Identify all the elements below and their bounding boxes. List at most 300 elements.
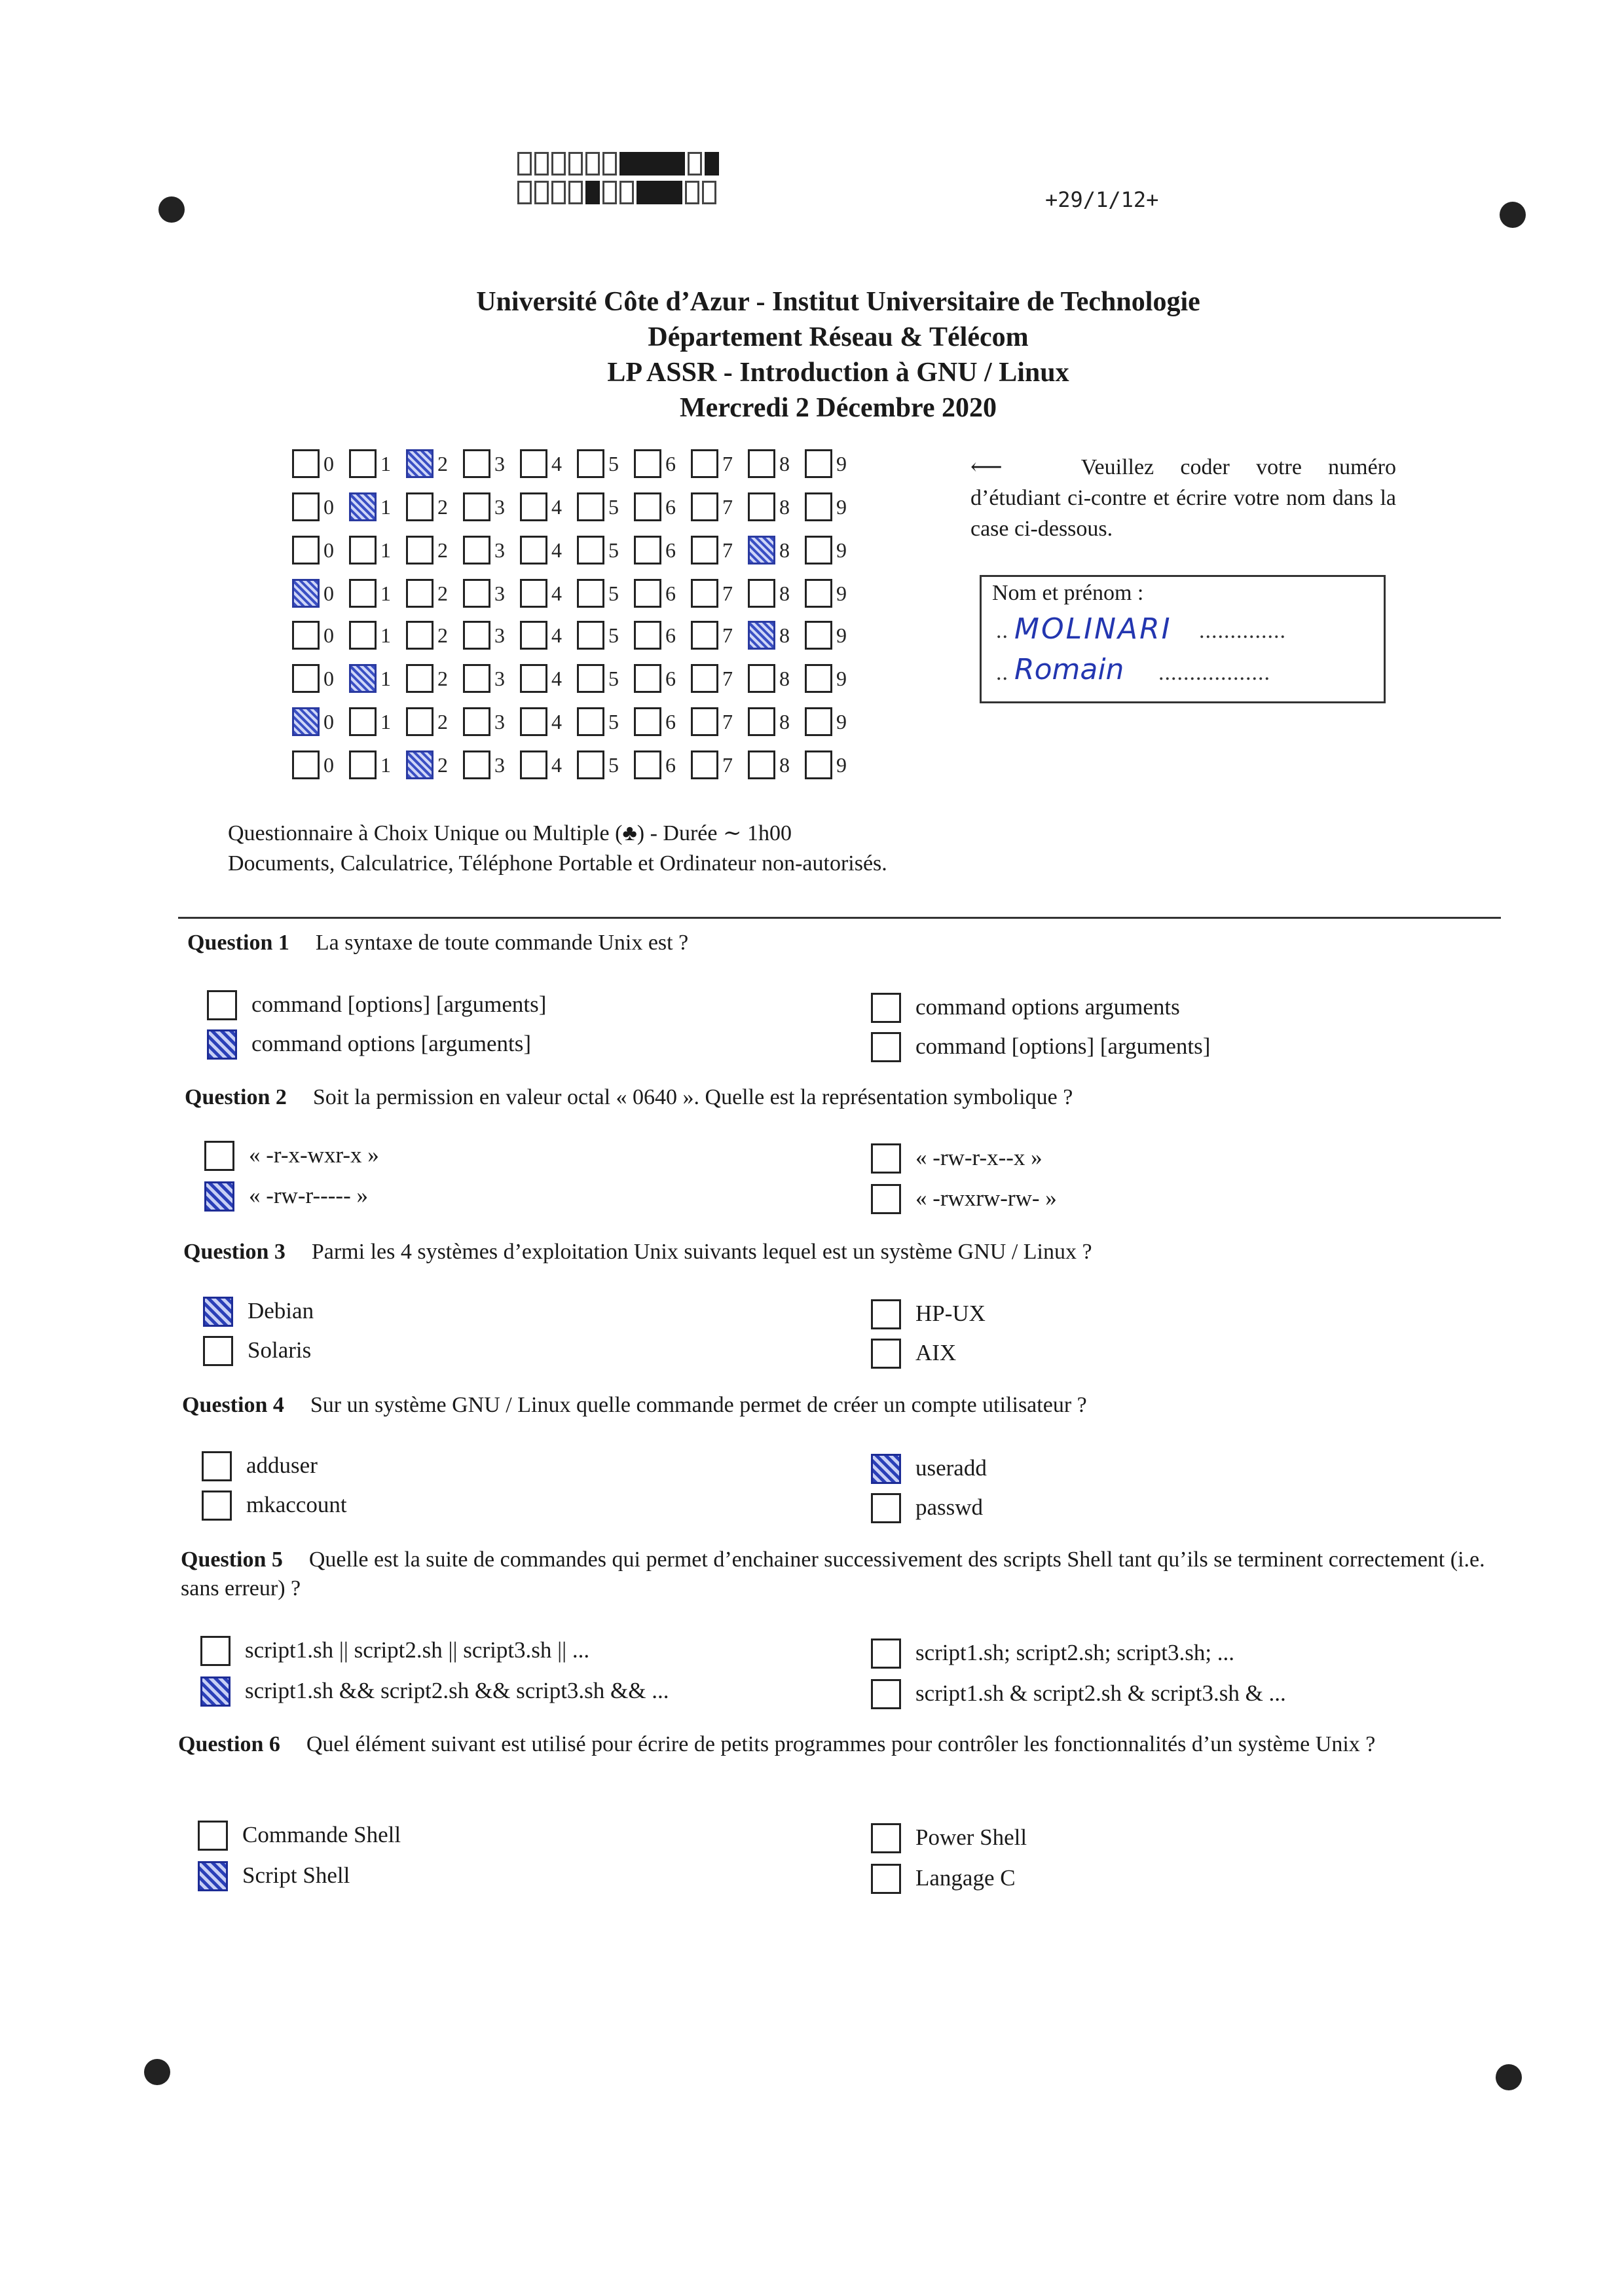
- answer-label: « -rwxrw-rw- »: [915, 1185, 1057, 1211]
- digit-checkbox-marked[interactable]: [349, 492, 377, 521]
- digit-cell: [577, 749, 634, 782]
- digit-checkbox[interactable]: [577, 664, 604, 693]
- digit-label: 1: [380, 753, 391, 777]
- digit-cell: [805, 663, 862, 695]
- digit-cell: [520, 620, 577, 652]
- question-text: Parmi les 4 systèmes d’exploitation Unix suivants lequel est un système GNU / Linux ?: [311, 1240, 1092, 1264]
- answer-checkbox-marked[interactable]: [207, 1029, 237, 1060]
- digit-checkbox[interactable]: [805, 449, 832, 478]
- digit-checkbox[interactable]: [577, 449, 604, 478]
- digit-label: 6: [665, 753, 676, 777]
- question-number: Question 2: [185, 1085, 287, 1109]
- digit-label: 2: [437, 667, 448, 690]
- digit-cell: [634, 491, 691, 524]
- digit-cell: [577, 663, 634, 695]
- digit-label: 1: [380, 452, 391, 475]
- digit-cell: [406, 663, 463, 695]
- answer-label: « -rw-r----- »: [249, 1183, 368, 1208]
- digit-label: 3: [494, 452, 505, 475]
- digit-cell: [577, 448, 634, 481]
- answer-checkbox[interactable]: [871, 1493, 901, 1523]
- answer-label: AIX: [915, 1340, 957, 1365]
- digit-checkbox-marked[interactable]: [349, 664, 377, 693]
- digit-checkbox[interactable]: [748, 664, 775, 693]
- answer-checkbox-marked[interactable]: [200, 1676, 231, 1707]
- digit-label: 9: [836, 753, 847, 777]
- digit-label: 5: [608, 710, 619, 733]
- digit-cell: [292, 448, 349, 481]
- digit-checkbox[interactable]: [805, 707, 832, 736]
- digit-cell: [691, 706, 748, 739]
- digit-cell: [748, 578, 805, 610]
- digit-checkbox[interactable]: [463, 750, 490, 779]
- digit-cell: [349, 491, 406, 524]
- answer-checkbox[interactable]: [871, 1864, 901, 1894]
- name-dots-line-2-tail: ..................: [1158, 661, 1270, 685]
- registration-mark-bottom-left: [144, 2059, 170, 2085]
- digit-label: 4: [551, 667, 562, 690]
- answer-label: passwd: [915, 1494, 984, 1520]
- digit-cell: [577, 706, 634, 739]
- digit-cell: [805, 706, 862, 739]
- answer-checkbox[interactable]: [871, 1143, 901, 1174]
- digit-checkbox[interactable]: [691, 750, 718, 779]
- digit-checkbox[interactable]: [406, 664, 434, 693]
- digit-label: 4: [551, 623, 562, 647]
- digit-checkbox[interactable]: [805, 750, 832, 779]
- digit-label: 9: [836, 452, 847, 475]
- digit-checkbox[interactable]: [634, 750, 661, 779]
- name-dots-line-2: ..: [996, 661, 1008, 685]
- digit-checkbox[interactable]: [520, 536, 547, 565]
- digit-cell: [406, 749, 463, 782]
- instructions-text: Veuillez coder votre numéro d’étudiant ci-contre et écrire votre nom dans la case ci-dessous.: [970, 455, 1396, 541]
- digit-label: 5: [608, 495, 619, 519]
- question-number: Question 3: [183, 1240, 286, 1264]
- digit-cell: [520, 578, 577, 610]
- name-dots-line-1-tail: ..............: [1199, 619, 1286, 643]
- digit-checkbox-marked[interactable]: [748, 621, 775, 650]
- title-department: Département Réseau & Télécom: [648, 322, 1029, 352]
- digit-label: 3: [494, 667, 505, 690]
- answer-label: command options arguments: [915, 994, 1180, 1020]
- digit-cell: [634, 448, 691, 481]
- question-6-header: [178, 1730, 1488, 1759]
- digit-cell: [634, 706, 691, 739]
- digit-label: 6: [665, 538, 676, 562]
- digit-cell: [805, 491, 862, 524]
- digit-cell: [349, 534, 406, 567]
- digit-cell: [691, 663, 748, 695]
- digit-cell: [463, 706, 520, 739]
- digit-label: 0: [323, 623, 334, 647]
- digit-cell: [406, 534, 463, 567]
- answer-label: script1.sh && script2.sh && script3.sh && ...: [245, 1678, 669, 1703]
- digit-checkbox[interactable]: [634, 492, 661, 521]
- digit-label: 1: [380, 538, 391, 562]
- digit-cell: [691, 534, 748, 567]
- digit-label: 2: [437, 710, 448, 733]
- digit-checkbox[interactable]: [349, 579, 377, 608]
- answer-checkbox[interactable]: [871, 1679, 901, 1709]
- digit-cell: [748, 534, 805, 567]
- digit-label: 7: [722, 667, 733, 690]
- answer-checkbox[interactable]: [203, 1336, 233, 1366]
- digit-cell: [634, 578, 691, 610]
- digit-cell: [463, 578, 520, 610]
- question-3-header: [183, 1238, 1493, 1267]
- digit-checkbox[interactable]: [748, 492, 775, 521]
- digit-checkbox[interactable]: [292, 621, 320, 650]
- digit-cell: [463, 749, 520, 782]
- digit-label: 1: [380, 582, 391, 605]
- digit-checkbox[interactable]: [748, 579, 775, 608]
- digit-cell: [691, 448, 748, 481]
- digit-cell: [748, 706, 805, 739]
- digit-cell: [292, 749, 349, 782]
- digit-label: 8: [779, 710, 790, 733]
- digit-label: 6: [665, 495, 676, 519]
- digit-checkbox[interactable]: [691, 536, 718, 565]
- digit-label: 8: [779, 495, 790, 519]
- digit-label: 1: [380, 623, 391, 647]
- title-university: Université Côte d’Azur - Institut Universitaire de Technologie: [476, 287, 1200, 317]
- answer-checkbox[interactable]: [871, 1184, 901, 1214]
- digit-cell: [463, 620, 520, 652]
- digit-checkbox[interactable]: [463, 579, 490, 608]
- digit-label: 6: [665, 582, 676, 605]
- digit-cell: [691, 578, 748, 610]
- digit-checkbox[interactable]: [634, 579, 661, 608]
- digit-checkbox[interactable]: [520, 579, 547, 608]
- digit-label: 3: [494, 710, 505, 733]
- digit-checkbox[interactable]: [520, 707, 547, 736]
- registration-mark-top-right: [1500, 202, 1526, 228]
- answer-label: script1.sh; script2.sh; script3.sh; ...: [915, 1640, 1235, 1665]
- question-number: Question 4: [182, 1393, 284, 1417]
- answer-checkbox[interactable]: [871, 1823, 901, 1853]
- digit-checkbox[interactable]: [634, 664, 661, 693]
- digit-checkbox[interactable]: [463, 621, 490, 650]
- digit-checkbox[interactable]: [805, 492, 832, 521]
- digit-checkbox[interactable]: [463, 449, 490, 478]
- digit-label: 6: [665, 667, 676, 690]
- digit-label: 4: [551, 582, 562, 605]
- question-text: Quel élément suivant est utilisé pour écrire de petits programmes pour contrôler les fonctionnalités d’un système Unix ?: [306, 1732, 1376, 1756]
- question-4-header: [182, 1391, 1492, 1420]
- digit-cell: [463, 448, 520, 481]
- digit-cell: [406, 706, 463, 739]
- answer-checkbox[interactable]: [198, 1821, 228, 1851]
- digit-checkbox[interactable]: [406, 536, 434, 565]
- digit-label: 0: [323, 452, 334, 475]
- answer-label: HP-UX: [915, 1301, 986, 1326]
- digit-checkbox[interactable]: [691, 707, 718, 736]
- digit-cell: [634, 663, 691, 695]
- digit-label: 9: [836, 623, 847, 647]
- digit-cell: [349, 663, 406, 695]
- question-text: Sur un système GNU / Linux quelle commande permet de créer un compte utilisateur ?: [310, 1393, 1087, 1417]
- digit-label: 0: [323, 753, 334, 777]
- digit-checkbox[interactable]: [805, 536, 832, 565]
- digit-checkbox[interactable]: [577, 621, 604, 650]
- digit-label: 6: [665, 710, 676, 733]
- answer-checkbox[interactable]: [202, 1491, 232, 1521]
- digit-checkbox[interactable]: [406, 707, 434, 736]
- digit-checkbox[interactable]: [349, 707, 377, 736]
- digit-label: 2: [437, 753, 448, 777]
- barcode-bottom: [517, 181, 719, 204]
- answer-label: command options [arguments]: [251, 1031, 532, 1056]
- digit-label: 4: [551, 753, 562, 777]
- answer-checkbox-marked[interactable]: [204, 1181, 234, 1212]
- digit-cell: [463, 534, 520, 567]
- digit-checkbox[interactable]: [691, 492, 718, 521]
- digit-checkbox[interactable]: [463, 707, 490, 736]
- digit-checkbox[interactable]: [634, 449, 661, 478]
- digit-cell: [805, 448, 862, 481]
- digit-cell: [463, 491, 520, 524]
- digit-label: 8: [779, 623, 790, 647]
- digit-cell: [691, 491, 748, 524]
- digit-cell: [406, 448, 463, 481]
- student-instructions: [970, 452, 1396, 544]
- digit-cell: [406, 491, 463, 524]
- digit-label: 3: [494, 495, 505, 519]
- answer-label: Debian: [248, 1298, 314, 1324]
- digit-checkbox[interactable]: [577, 750, 604, 779]
- digit-label: 0: [323, 582, 334, 605]
- digit-label: 4: [551, 538, 562, 562]
- digit-label: 8: [779, 753, 790, 777]
- question-1-header: [187, 929, 1497, 957]
- answer-label: script1.sh & script2.sh & script3.sh & ...: [915, 1680, 1286, 1706]
- digit-label: 7: [722, 623, 733, 647]
- digit-cell: [748, 448, 805, 481]
- digit-cell: [520, 491, 577, 524]
- question-number: Question 6: [178, 1732, 280, 1756]
- answer-checkbox[interactable]: [207, 990, 237, 1020]
- digit-label: 0: [323, 667, 334, 690]
- digit-checkbox[interactable]: [463, 664, 490, 693]
- digit-cell: [577, 534, 634, 567]
- digit-label: 4: [551, 710, 562, 733]
- digit-checkbox[interactable]: [292, 536, 320, 565]
- digit-cell: [748, 749, 805, 782]
- digit-cell: [292, 534, 349, 567]
- digit-label: 8: [779, 452, 790, 475]
- digit-checkbox[interactable]: [577, 536, 604, 565]
- digit-label: 3: [494, 538, 505, 562]
- digit-checkbox[interactable]: [691, 449, 718, 478]
- name-box[interactable]: [980, 575, 1386, 703]
- name-box-label: Nom et prénom :: [992, 581, 1144, 605]
- digit-cell: [292, 706, 349, 739]
- digit-cell: [349, 578, 406, 610]
- digit-checkbox-marked[interactable]: [406, 750, 434, 779]
- digit-label: 0: [323, 538, 334, 562]
- digit-label: 5: [608, 452, 619, 475]
- question-5-header: [181, 1546, 1490, 1603]
- answer-checkbox-marked[interactable]: [203, 1297, 233, 1327]
- question-text: Soit la permission en valeur octal « 0640 ». Quelle est la représentation symbolique ?: [312, 1085, 1073, 1109]
- digit-checkbox[interactable]: [805, 664, 832, 693]
- digit-cell: [349, 749, 406, 782]
- digit-checkbox-marked[interactable]: [406, 449, 434, 478]
- digit-checkbox[interactable]: [520, 621, 547, 650]
- digit-checkbox[interactable]: [634, 621, 661, 650]
- digit-checkbox[interactable]: [577, 707, 604, 736]
- answer-checkbox[interactable]: [871, 1299, 901, 1329]
- digit-cell: [634, 620, 691, 652]
- digit-cell: [292, 578, 349, 610]
- handwritten-first-name: Romain: [1014, 653, 1124, 686]
- answer-label: Solaris: [248, 1337, 312, 1363]
- answer-checkbox[interactable]: [871, 1639, 901, 1669]
- digit-label: 7: [722, 582, 733, 605]
- answer-checkbox[interactable]: [200, 1636, 231, 1666]
- answer-checkbox-marked[interactable]: [198, 1861, 228, 1891]
- digit-label: 3: [494, 582, 505, 605]
- digit-checkbox[interactable]: [292, 449, 320, 478]
- digit-label: 9: [836, 495, 847, 519]
- answer-checkbox[interactable]: [202, 1451, 232, 1481]
- digit-cell: [463, 663, 520, 695]
- exam-code: +29/1/12+: [1045, 187, 1159, 212]
- digit-checkbox[interactable]: [463, 492, 490, 521]
- answer-checkbox[interactable]: [871, 1339, 901, 1369]
- digit-checkbox[interactable]: [520, 492, 547, 521]
- digit-label: 2: [437, 452, 448, 475]
- digit-cell: [805, 578, 862, 610]
- digit-checkbox[interactable]: [292, 750, 320, 779]
- digit-label: 5: [608, 753, 619, 777]
- digit-label: 0: [323, 710, 334, 733]
- answer-label: script1.sh || script2.sh || script3.sh || ...: [245, 1637, 590, 1663]
- digit-label: 5: [608, 667, 619, 690]
- digit-label: 2: [437, 582, 448, 605]
- answer-checkbox-marked[interactable]: [871, 1454, 901, 1484]
- digit-label: 2: [437, 495, 448, 519]
- handwritten-last-name: MOLINARI: [1014, 612, 1172, 646]
- answer-label: Commande Shell: [242, 1822, 401, 1847]
- digit-label: 4: [551, 452, 562, 475]
- digit-checkbox[interactable]: [406, 621, 434, 650]
- digit-label: 1: [380, 495, 391, 519]
- answer-checkbox[interactable]: [871, 993, 901, 1023]
- digit-cell: [748, 491, 805, 524]
- exam-info-line-1: Questionnaire à Choix Unique ou Multiple (♣) - Durée ∼ 1h00: [228, 821, 792, 845]
- digit-cell: [805, 534, 862, 567]
- digit-checkbox[interactable]: [520, 664, 547, 693]
- digit-checkbox-marked[interactable]: [292, 707, 320, 736]
- digit-cell: [292, 491, 349, 524]
- digit-checkbox[interactable]: [349, 536, 377, 565]
- digit-checkbox[interactable]: [349, 449, 377, 478]
- digit-checkbox[interactable]: [406, 579, 434, 608]
- digit-cell: [406, 620, 463, 652]
- digit-checkbox[interactable]: [520, 449, 547, 478]
- digit-cell: [577, 578, 634, 610]
- answer-label: mkaccount: [246, 1492, 347, 1517]
- digit-label: 8: [779, 582, 790, 605]
- digit-label: 8: [779, 538, 790, 562]
- digit-checkbox[interactable]: [406, 492, 434, 521]
- digit-cell: [292, 663, 349, 695]
- digit-checkbox[interactable]: [805, 579, 832, 608]
- digit-checkbox[interactable]: [748, 707, 775, 736]
- answer-label: « -r-x-wxr-x »: [249, 1142, 379, 1168]
- digit-cell: [520, 663, 577, 695]
- digit-label: 6: [665, 623, 676, 647]
- digit-checkbox[interactable]: [805, 621, 832, 650]
- answer-label: Power Shell: [915, 1824, 1027, 1850]
- digit-cell: [805, 749, 862, 782]
- digit-cell: [748, 620, 805, 652]
- title-date: Mercredi 2 Décembre 2020: [680, 393, 997, 423]
- digit-checkbox-marked[interactable]: [748, 536, 775, 565]
- digit-checkbox[interactable]: [748, 750, 775, 779]
- digit-checkbox[interactable]: [634, 536, 661, 565]
- digit-checkbox-marked[interactable]: [292, 579, 320, 608]
- digit-label: 7: [722, 753, 733, 777]
- digit-label: 9: [836, 538, 847, 562]
- answer-label: « -rw-r-x--x »: [915, 1145, 1043, 1170]
- exam-info-line-2: Documents, Calculatrice, Téléphone Portable et Ordinateur non-autorisés.: [228, 851, 887, 876]
- digit-checkbox[interactable]: [520, 750, 547, 779]
- digit-checkbox[interactable]: [634, 707, 661, 736]
- answer-checkbox[interactable]: [204, 1141, 234, 1171]
- digit-label: 3: [494, 623, 505, 647]
- digit-checkbox[interactable]: [577, 579, 604, 608]
- digit-checkbox[interactable]: [463, 536, 490, 565]
- digit-checkbox[interactable]: [691, 621, 718, 650]
- question-2-header: [185, 1083, 1494, 1112]
- digit-label: 5: [608, 582, 619, 605]
- digit-label: 9: [836, 710, 847, 733]
- digit-cell: [292, 620, 349, 652]
- digit-cell: [349, 448, 406, 481]
- digit-cell: [577, 491, 634, 524]
- digit-checkbox[interactable]: [691, 579, 718, 608]
- digit-checkbox[interactable]: [349, 621, 377, 650]
- digit-cell: [406, 578, 463, 610]
- digit-checkbox[interactable]: [349, 750, 377, 779]
- digit-cell: [691, 620, 748, 652]
- digit-cell: [691, 749, 748, 782]
- answer-label: Langage C: [915, 1865, 1016, 1891]
- registration-mark-bottom-right: [1496, 2064, 1522, 2090]
- digit-label: 6: [665, 452, 676, 475]
- answer-label: useradd: [915, 1455, 987, 1481]
- digit-cell: [520, 749, 577, 782]
- digit-checkbox[interactable]: [577, 492, 604, 521]
- digit-label: 7: [722, 710, 733, 733]
- question-number: Question 1: [187, 931, 289, 955]
- digit-label: 2: [437, 538, 448, 562]
- digit-cell: [634, 534, 691, 567]
- digit-checkbox[interactable]: [292, 664, 320, 693]
- digit-label: 8: [779, 667, 790, 690]
- digit-checkbox[interactable]: [748, 449, 775, 478]
- digit-checkbox[interactable]: [292, 492, 320, 521]
- digit-checkbox[interactable]: [691, 664, 718, 693]
- digit-label: 4: [551, 495, 562, 519]
- question-text: La syntaxe de toute commande Unix est ?: [315, 931, 689, 955]
- digit-cell: [349, 620, 406, 652]
- question-number: Question 5: [181, 1547, 283, 1572]
- answer-checkbox[interactable]: [871, 1032, 901, 1062]
